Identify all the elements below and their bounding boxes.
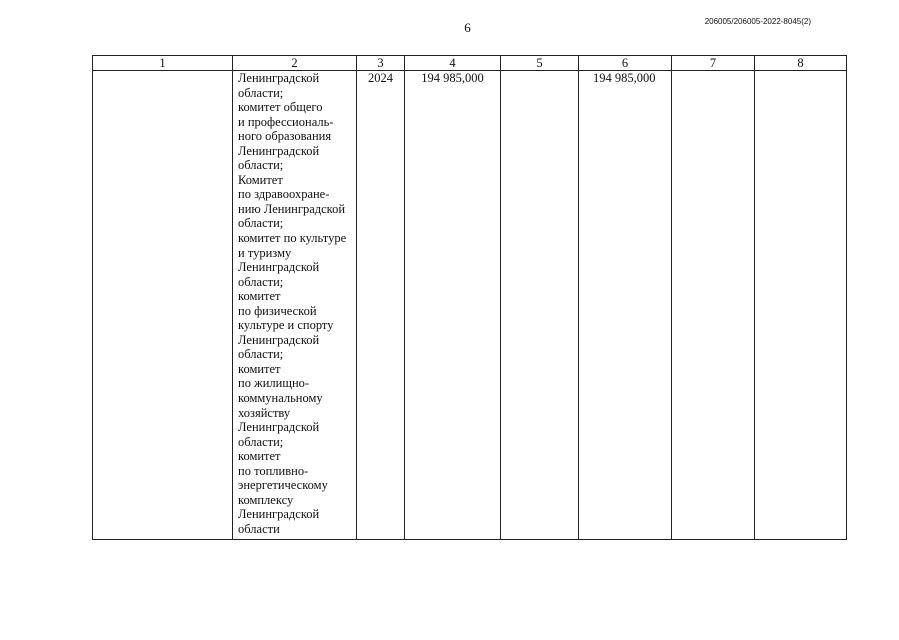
column-header-3: 3 — [357, 56, 405, 71]
page-number: 6 — [464, 20, 471, 35]
cell-col7 — [672, 71, 755, 540]
cell-year: 2024 — [357, 71, 405, 540]
cell-text-line: Ленинградской — [238, 260, 320, 275]
header-row — [93, 56, 847, 71]
column-header-4: 4 — [405, 56, 501, 71]
column-header-7: 7 — [672, 56, 755, 71]
cell-text-line: Ленинградской — [238, 143, 320, 158]
cell-col1 — [93, 71, 233, 540]
cell-amount-total: 194 985,000 — [405, 71, 501, 540]
cell-text-line: области — [238, 521, 280, 536]
cell-text-line: хозяйству — [238, 405, 291, 420]
cell-text-line: комитет — [238, 361, 281, 376]
document-code: 206005/206005-2022-8045(2) — [704, 17, 811, 26]
column-header-2: 2 — [233, 56, 357, 71]
cell-responsible-executors — [233, 71, 357, 540]
cell-text-line: области; — [238, 158, 284, 173]
cell-amount-col6: 194 985,000 — [579, 71, 672, 540]
cell-text-line: коммунальному — [238, 391, 323, 406]
cell-text-line: комитет — [238, 449, 281, 464]
cell-text-line: области; — [238, 85, 284, 100]
cell-text-line: по жилищно- — [238, 376, 310, 391]
cell-text-line: области; — [238, 274, 284, 289]
cell-text-line: и туризму — [238, 245, 292, 260]
cell-text-line: по топливно- — [238, 463, 309, 478]
cell-text-line: комитет общего — [238, 100, 323, 115]
cell-text-line: нию Ленинградской — [238, 201, 346, 216]
cell-text-line: и профессиональ- — [238, 114, 334, 129]
data-table — [92, 55, 847, 540]
cell-text-line: области; — [238, 434, 284, 449]
cell-text-line: комитет по культуре — [238, 231, 347, 246]
cell-text-line: области; — [238, 216, 284, 231]
cell-text-line: ного образования — [238, 129, 332, 144]
column-header-8: 8 — [755, 56, 847, 71]
cell-text-line: Ленинградской — [238, 71, 320, 85]
cell-text-line: по физической — [238, 303, 317, 318]
cell-col8 — [755, 71, 847, 540]
column-header-1: 1 — [93, 56, 233, 71]
cell-text-line: по здравоохране- — [238, 187, 330, 202]
table-row — [93, 71, 847, 540]
cell-text-line: Комитет — [238, 172, 283, 187]
column-header-6: 6 — [579, 56, 672, 71]
cell-col5 — [501, 71, 579, 540]
cell-text-line: области; — [238, 347, 284, 362]
cell-text-line: Ленинградской — [238, 420, 320, 435]
cell-text-line: культуре и спорту — [238, 318, 334, 333]
cell-text-line: Ленинградской — [238, 507, 320, 522]
cell-text-line: комитет — [238, 289, 281, 304]
cell-text-line: Ленинградской — [238, 332, 320, 347]
column-header-5: 5 — [501, 56, 579, 71]
cell-text-line: комплексу — [238, 492, 294, 507]
cell-text-line: энергетическому — [238, 478, 328, 493]
